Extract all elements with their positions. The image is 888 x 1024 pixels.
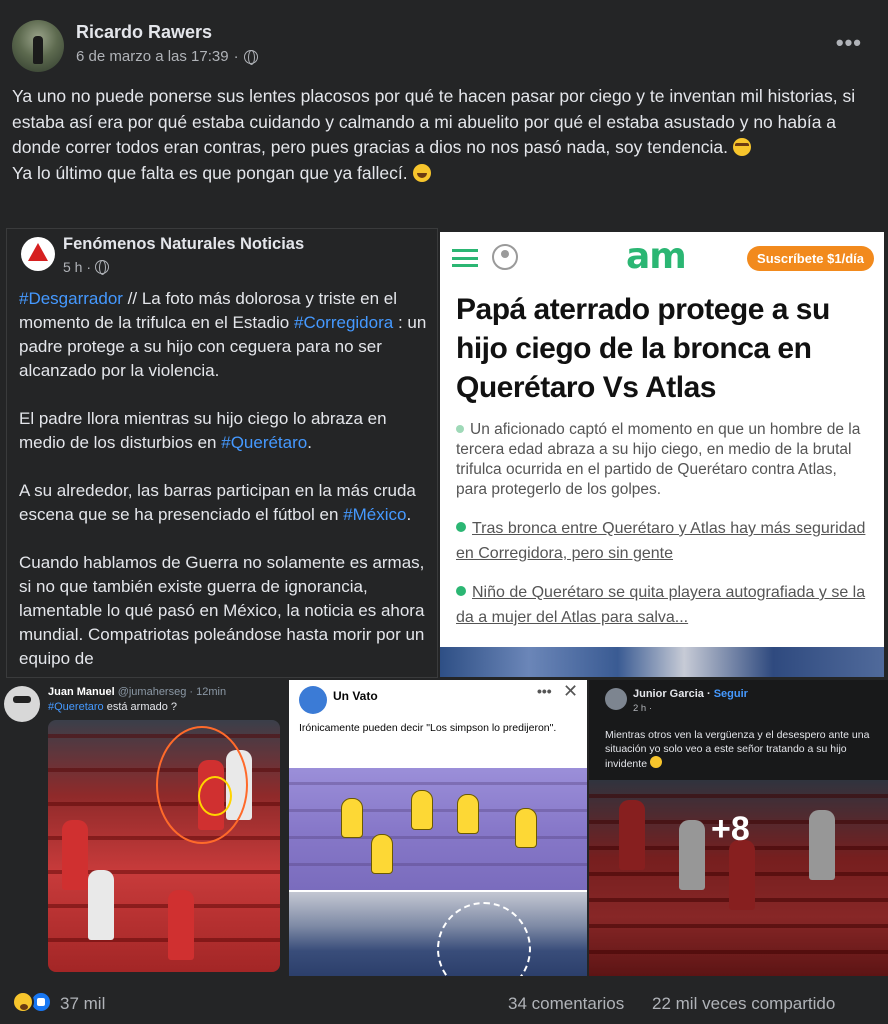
third-text-body: Mientras otros ven la vergüenza y el desespero ante una situación yo solo veo a este señor tratando a su hijo invidente — [605, 729, 870, 770]
shares-count[interactable]: 22 mil veces compartido — [652, 994, 836, 1013]
person-figure — [62, 820, 88, 890]
post-text-line-1: Ya uno no puede ponerse sus lentes placosos por qué te hacen pasar por ciego y te inventan mil historias, si estaba así era por qué estaba cuidando y calmando a mi abuelito por qué el estaba asustado y no había a donde correr todos eran contras, pero pues gracias a dios no nos pasó nada, soy tendencia. — [12, 86, 856, 157]
bullet-icon — [456, 425, 464, 433]
am-logo: am — [626, 236, 686, 277]
tweet-text-body: está armado ? — [103, 701, 178, 713]
hashtag: #Corregidora — [293, 313, 394, 332]
cartoon-figure — [411, 790, 433, 830]
tweet-avatar — [4, 686, 40, 722]
hashtag: #Queretaro — [48, 701, 104, 713]
cartoon-figure — [515, 808, 537, 848]
fnn-text — [19, 287, 429, 678]
person-figure — [88, 870, 114, 940]
fnn-text-fragment: El padre llora mientras su hijo ciego lo abraza en medio de los disturbios en — [19, 409, 387, 452]
article-lead-text: Un aficionado captó el momento en que un hombre de la tercera edad abraza a su hijo ciego, en medio de la brutal trifulca ocurrida en el partido de Querétaro contra Atlas, para protegerlo de los golpes. — [456, 421, 861, 498]
crowd-photo-strip — [440, 647, 884, 677]
related-link-1 — [456, 516, 872, 566]
more-photos-count: +8 — [711, 810, 750, 848]
cartoon-figure — [341, 798, 363, 838]
more-icon: ••• — [537, 683, 552, 699]
photo-tweet[interactable] — [0, 680, 287, 976]
fnn-text-fragment: . — [307, 433, 312, 452]
related-link-2-text: Niño de Querétaro se quita playera autografiada y se la da a mujer del Atlas para salva... — [456, 584, 866, 626]
post-text-line-2: Ya lo último que falta es que pongan que ya fallecí. — [12, 162, 408, 183]
article-lead — [456, 420, 872, 500]
more-options-button[interactable]: ••• — [835, 30, 862, 55]
related-link-2 — [456, 580, 872, 630]
post-meta — [76, 48, 258, 65]
bullet-icon — [456, 586, 466, 596]
post-footer — [0, 976, 888, 1024]
article-title: Papá aterrado protege a su hijo ciego de la bronca en Querétaro Vs Atlas — [456, 293, 830, 404]
tweet-handle: @jumaherseg — [117, 686, 187, 698]
haha-reaction-icon — [12, 991, 34, 1013]
reaction-count[interactable]: 37 mil — [60, 994, 106, 1013]
globe-icon — [95, 260, 109, 274]
fnn-text-fragment: // La foto más dolorosa y triste en el momento de la trifulca en el Estadio — [19, 289, 397, 332]
cartoon-figure — [371, 834, 393, 874]
third-post-header — [589, 680, 888, 778]
follow-link: Seguir — [713, 688, 748, 700]
third-author: Junior Garcia — [633, 688, 704, 700]
third-time: 2 h · — [633, 703, 653, 714]
tweet-header — [48, 686, 226, 698]
cartoon-figure — [457, 794, 479, 834]
tweet-text — [48, 701, 177, 713]
post-body — [12, 84, 878, 186]
meta-separator: · — [233, 48, 239, 65]
meme-text: Irónicamente pueden decir "Los simpson lo predijeron". — [299, 722, 557, 734]
fnn-time-text: 5 h · — [63, 259, 92, 275]
meme-author: Un Vato — [333, 689, 378, 703]
related-link-1-text: Tras bronca entre Querétaro y Atlas hay más seguridad en Corregidora, pero sin gente — [456, 520, 866, 562]
bullet-icon — [456, 522, 466, 532]
third-text — [605, 728, 875, 771]
fnn-text-fragment: Cuando hablamos de Guerra no solamente es armas, si no que también existe guerra de ignorancia, lamentable lo qué pasó en México, la noticia es ahora mundial. Compatriotas poleándose hasta morir por un equipo de — [19, 553, 425, 668]
tweet-photo — [48, 720, 280, 972]
fnn-logo — [21, 237, 55, 271]
third-name-row: Junior Garcia · Seguir — [633, 688, 748, 700]
shared-image-am-article[interactable] — [440, 232, 884, 677]
simpsons-frame — [289, 768, 587, 890]
nerd-face-icon — [733, 138, 751, 156]
subscribe-badge: Suscríbete $1/día — [747, 246, 874, 271]
close-icon: ✕ — [563, 681, 579, 701]
photo-meme[interactable] — [289, 680, 587, 976]
tweet-name: Juan Manuel — [48, 686, 115, 698]
meme-header — [289, 680, 587, 764]
tweet-time: · 12min — [189, 686, 227, 698]
highlight-circle — [198, 776, 232, 816]
sad-face-icon — [650, 756, 662, 768]
person-figure — [168, 890, 194, 960]
fnn-page-name: Fenómenos Naturales Noticias — [63, 235, 305, 253]
post-timestamp[interactable]: 6 de marzo a las 17:39 — [76, 48, 229, 65]
fnn-text-fragment: A su alrededor, las barras participan en la más cruda escena que se ha presenciado el fútbol en — [19, 481, 416, 524]
third-photo — [589, 780, 888, 976]
laughing-face-icon — [413, 164, 431, 182]
hashtag: #Querétaro — [221, 433, 308, 452]
photo-more[interactable] — [589, 680, 888, 976]
fnn-text-fragment: : un padre protege a su hijo con ceguera para no ser alcanzado por la violencia. — [19, 313, 427, 380]
hashtag: #Desgarrador — [19, 289, 123, 308]
hamburger-menu-icon — [452, 249, 478, 267]
globe-icon — [244, 50, 258, 64]
comments-count[interactable]: 34 comentarios — [508, 994, 625, 1013]
am-header — [440, 232, 884, 284]
stadium-photo — [289, 892, 587, 976]
user-icon — [492, 244, 518, 270]
meme-avatar — [299, 686, 327, 714]
fnn-text-fragment: . — [406, 505, 412, 524]
author-name[interactable]: Ricardo Rawers — [76, 22, 213, 42]
shared-image-fnn-post[interactable] — [6, 228, 438, 678]
author-avatar[interactable] — [12, 20, 64, 72]
third-avatar — [605, 688, 627, 710]
hashtag: #México — [343, 505, 407, 524]
fnn-time — [63, 259, 109, 275]
